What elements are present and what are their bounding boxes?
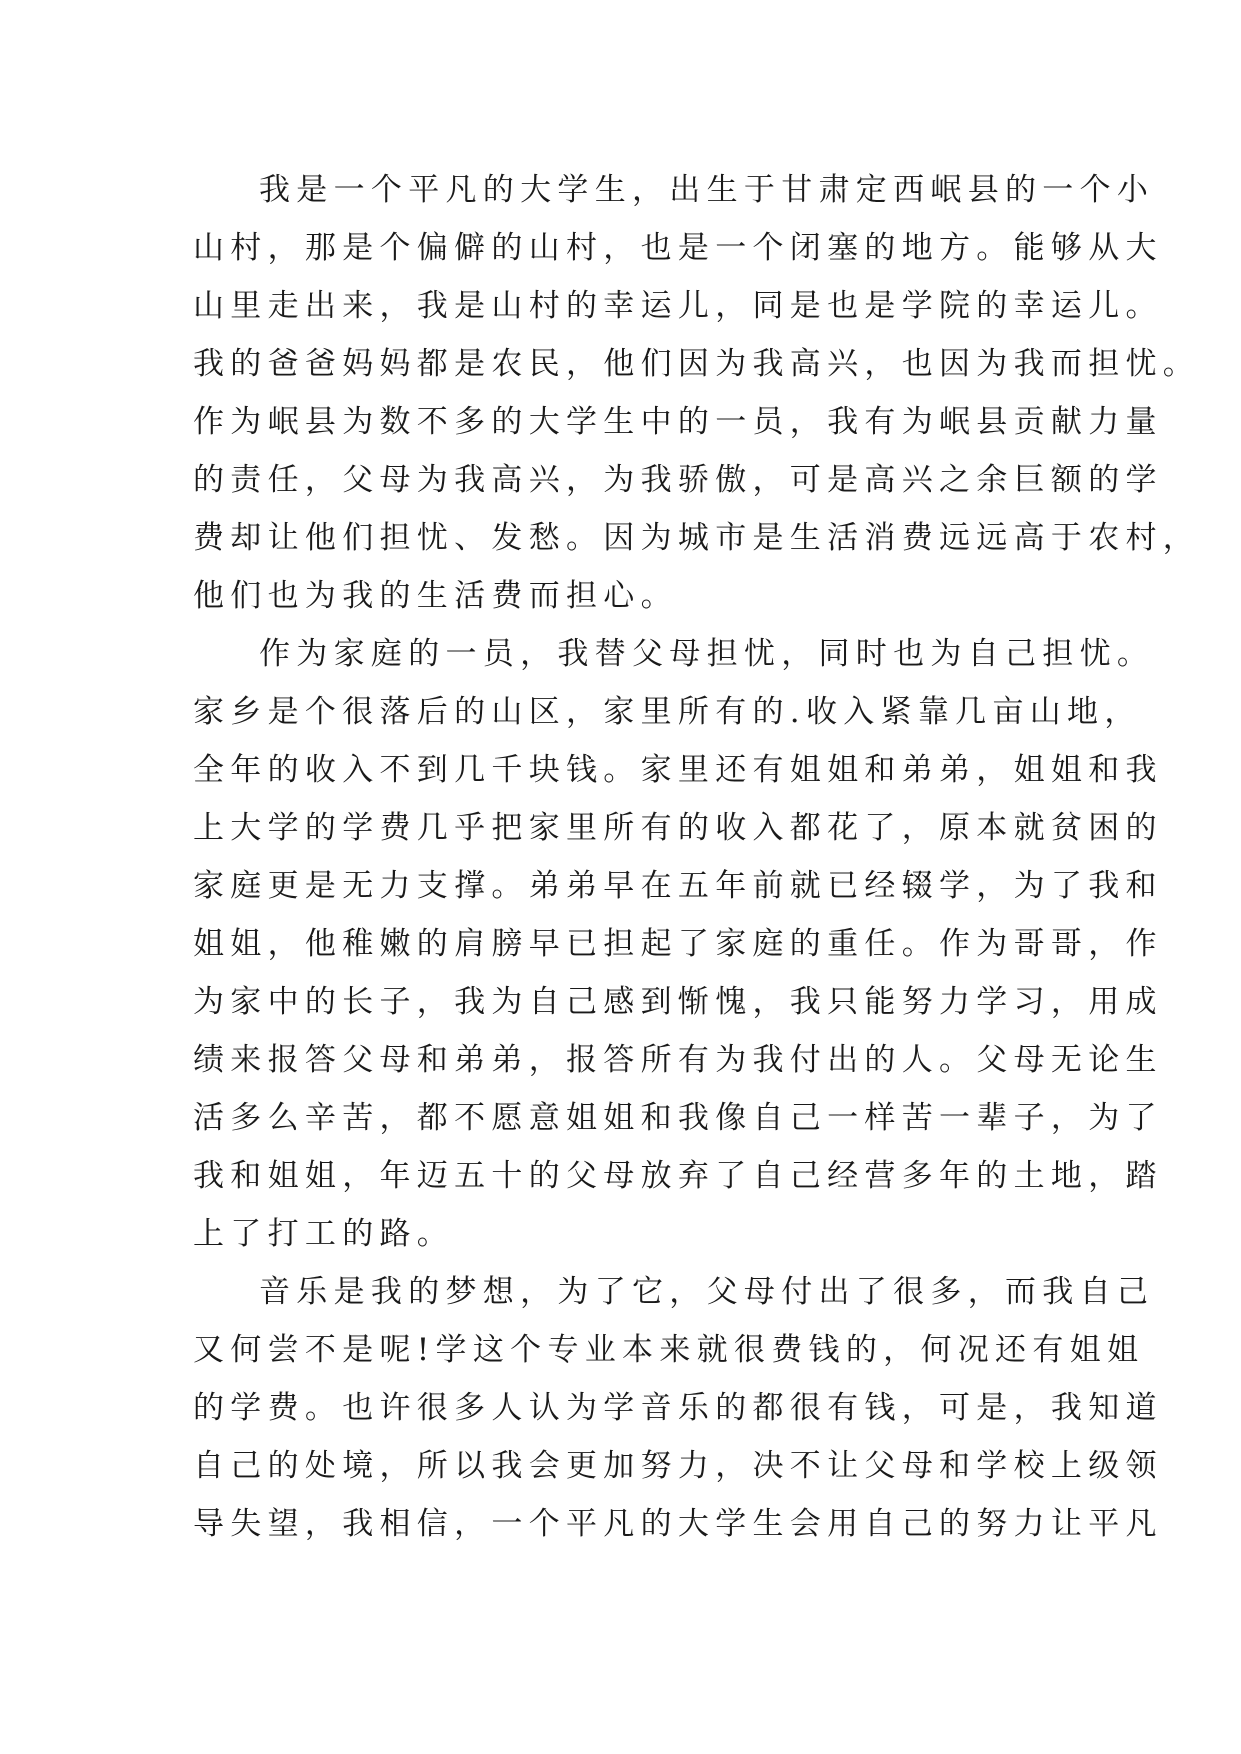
text-line: 为家中的长子，我为自己感到惭愧，我只能努力学习，用成: [193, 984, 1163, 1020]
text-line: 山村，那是个偏僻的山村，也是一个闭塞的地方。能够从大: [193, 230, 1163, 266]
text-line: 家庭更是无力支撑。弟弟早在五年前就已经辍学，为了我和: [193, 868, 1163, 904]
text-line: 导失望，我相信，一个平凡的大学生会用自己的努力让平凡: [193, 1506, 1163, 1542]
text-line: 费却让他们担忧、发愁。因为城市是生活消费远远高于农村，: [193, 520, 1201, 556]
body-text: [193, 161, 1201, 1553]
text-line: 我是一个平凡的大学生，出生于甘肃定西岷县的一个小: [259, 172, 1155, 208]
text-line: 家乡是个很落后的山区，家里所有的.收入紧靠几亩山地，: [193, 694, 1142, 730]
text-line: 我和姐姐，年迈五十的父母放弃了自己经营多年的土地，踏: [193, 1158, 1163, 1194]
text-line: 又何尝不是呢!学这个专业本来就很费钱的，何况还有姐姐: [193, 1332, 1145, 1368]
text-line: 全年的收入不到几千块钱。家里还有姐姐和弟弟，姐姐和我: [193, 752, 1163, 788]
text-line: 我的爸爸妈妈都是农民，他们因为我高兴，也因为我而担忧。: [193, 346, 1201, 382]
text-line: 作为家庭的一员，我替父母担忧，同时也为自己担忧。: [259, 636, 1155, 672]
text-line: 作为岷县为数不多的大学生中的一员，我有为岷县贡献力量: [193, 404, 1163, 440]
text-line: 的责任，父母为我高兴，为我骄傲，可是高兴之余巨额的学: [193, 462, 1163, 498]
text-line: 上大学的学费几乎把家里所有的收入都花了，原本就贫困的: [193, 810, 1163, 846]
text-line: 姐姐，他稚嫩的肩膀早已担起了家庭的重任。作为哥哥，作: [193, 926, 1163, 962]
text-line: 绩来报答父母和弟弟，报答所有为我付出的人。父母无论生: [193, 1042, 1163, 1078]
text-line: 他们也为我的生活费而担心。: [193, 578, 678, 614]
text-line: 自己的处境，所以我会更加努力，决不让父母和学校上级领: [193, 1448, 1163, 1484]
text-line: 上了打工的路。: [193, 1216, 455, 1252]
text-line: 音乐是我的梦想，为了它，父母付出了很多，而我自己: [259, 1274, 1155, 1310]
text-line: 山里走出来，我是山村的幸运儿，同是也是学院的幸运儿。: [193, 288, 1163, 324]
text-line: 活多么辛苦，都不愿意姐姐和我像自己一样苦一辈子，为了: [193, 1100, 1163, 1136]
text-line: 的学费。也许很多人认为学音乐的都很有钱，可是，我知道: [193, 1390, 1163, 1426]
